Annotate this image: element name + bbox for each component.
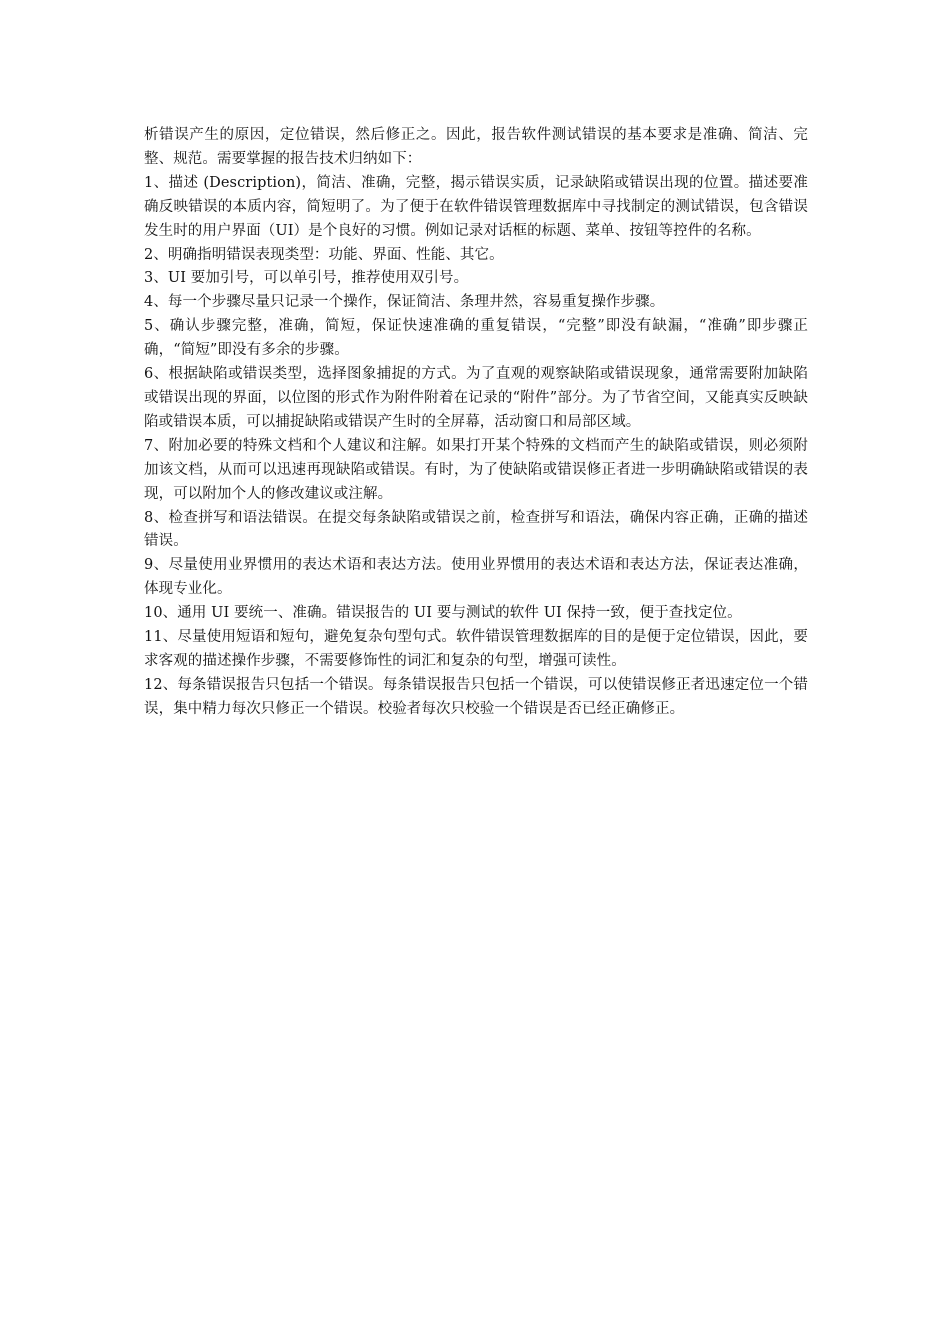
paragraph-item-11: 11、尽量使用短语和短句，避免复杂句型句式。软件错误管理数据库的目的是便于定位错误，因此，要求客观的描述操作步骤，不需要修饰性的词汇和复杂的句型，增强可读性。 <box>144 629 808 669</box>
paragraph-item-7: 7、附加必要的特殊文档和个人建议和注解。如果打开某个特殊的文档而产生的缺陷或错误，则必须附加该文档，从而可以迅速再现缺陷或错误。有时，为了使缺陷或错误修正者进一步明确缺陷或错误的表现，可以附加个人的修改建议或注解。 <box>144 437 808 502</box>
paragraph-item-2: 2、明确指明错误表现类型：功能、界面、性能、其它。 <box>144 246 504 263</box>
paragraph-item-9: 9、尽量使用业界惯用的表达术语和表达方法。使用业界惯用的表达术语和表达方法，保证表达准确，体现专业化。 <box>144 557 808 598</box>
paragraph-intro: 析错误产生的原因，定位错误，然后修正之。因此，报告软件测试错误的基本要求是准确、简洁、完整、规范。需要掌握的报告技术归纳如下： <box>144 127 808 167</box>
paragraph-item-12: 12、每条错误报告只包括一个错误。每条错误报告只包括一个错误，可以使错误修正者迅速定位一个错误，集中精力每次只修正一个错误。校验者每次只校验一个错误是否已经正确修正。 <box>144 676 808 717</box>
paragraph-item-8: 8、检查拼写和语法错误。在提交每条缺陷或错误之前，检查拼写和语法，确保内容正确，正确的描述错误。 <box>144 509 808 550</box>
paragraph-item-5: 5、确认步骤完整，准确，简短，保证快速准确的重复错误，“完整”即没有缺漏，“准确”即步骤正确，“简短”即没有多余的步骤。 <box>144 318 808 359</box>
paragraph-item-6: 6、根据缺陷或错误类型，选择图象捕捉的方式。为了直观的观察缺陷或错误现象，通常需要附加缺陷或错误出现的界面，以位图的形式作为附件附着在记录的“附件”部分。为了节省空间，又能真实反映缺陷或错误本质，可以捕捉缺陷或错误产生时的全屏幕，活动窗口和局部区域。 <box>144 366 808 430</box>
document-body <box>144 124 808 722</box>
paragraph-item-4: 4、每一个步骤尽量只记录一个操作，保证简洁、条理井然，容易重复操作步骤。 <box>144 294 665 311</box>
paragraph-item-10: 10、通用 UI 要统一、准确。错误报告的 UI 要与测试的软件 UI 保持一致，便于查找定位。 <box>144 605 742 622</box>
paragraph-item-3: 3、UI 要加引号，可以单引号，推荐使用双引号。 <box>144 270 469 287</box>
paragraph-item-1: 1、描述 (Description)，简洁、准确，完整，揭示错误实质，记录缺陷或错误出现的位置。描述要准确反映错误的本质内容，简短明了。为了便于在软件错误管理数据库中寻找制定的测试错误，包含错误发生时的用户界面（UI）是个良好的习惯。例如记录对话框的标题、菜单、按钮等控件的名称。 <box>144 174 808 239</box>
